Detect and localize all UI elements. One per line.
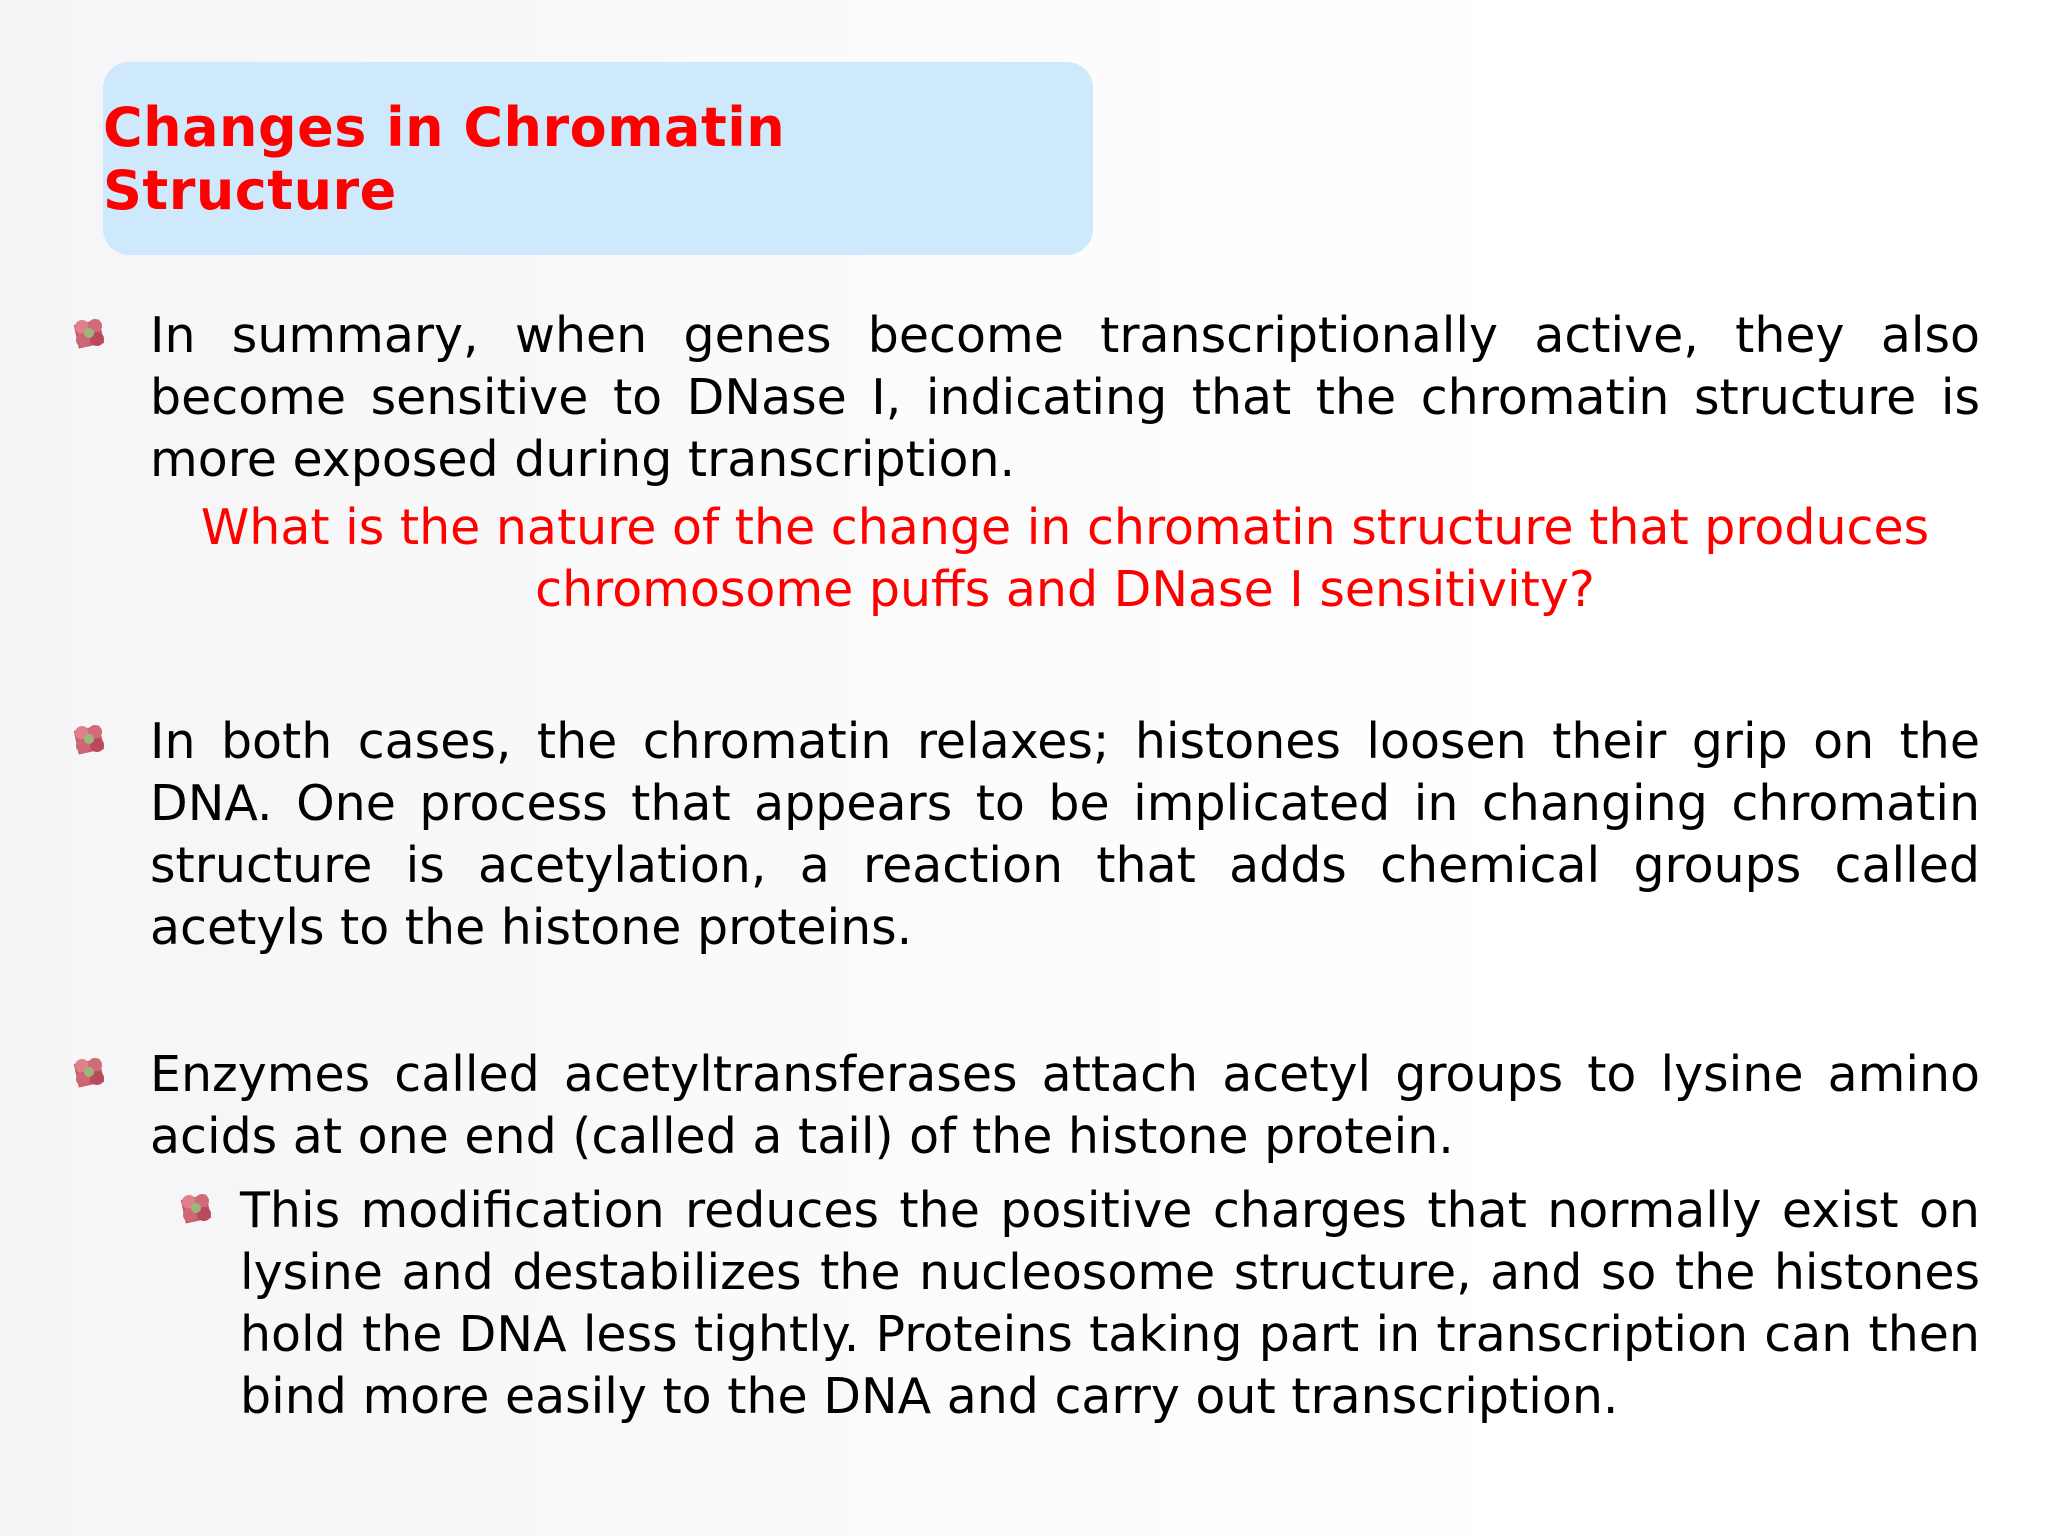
flower-bullet-icon bbox=[175, 1187, 219, 1231]
question-text: What is the nature of the change in chromatin structure that produces chromosome puffs and DNase I sensitivity? bbox=[200, 499, 1930, 618]
title-box bbox=[103, 62, 1093, 255]
flower-bullet-icon bbox=[68, 312, 112, 356]
bullet-text-3: Enzymes called acetyltransferases attach acetyl groups to lysine amino acids at one end (called a tail) of the histone protein. bbox=[150, 1046, 1980, 1165]
bullet-text-2: In both cases, the chromatin relaxes; histones loosen their grip on the DNA. One process that appears to be implicated in changing chromatin structure is acetylation, a reaction that adds chemical groups called acetyls to the histone proteins. bbox=[150, 713, 1980, 956]
bullet-text-1: In summary, when genes become transcriptionally active, they also become sensitive to DNase I, indicating that the chromatin structure is more exposed during transcription. bbox=[150, 307, 1980, 488]
sub-bullet-text: This modification reduces the positive charges that normally exist on lysine and destabilizes the nucleosome structure, and so the histones hold the DNA less tightly. Proteins taking part in transcription can then bind more easily to the DNA and carry out transcription. bbox=[240, 1182, 1980, 1425]
flower-bullet-icon bbox=[68, 1051, 112, 1095]
flower-bullet-icon bbox=[68, 718, 112, 762]
slide-title: Changes in Chromatin Structure bbox=[103, 95, 786, 222]
